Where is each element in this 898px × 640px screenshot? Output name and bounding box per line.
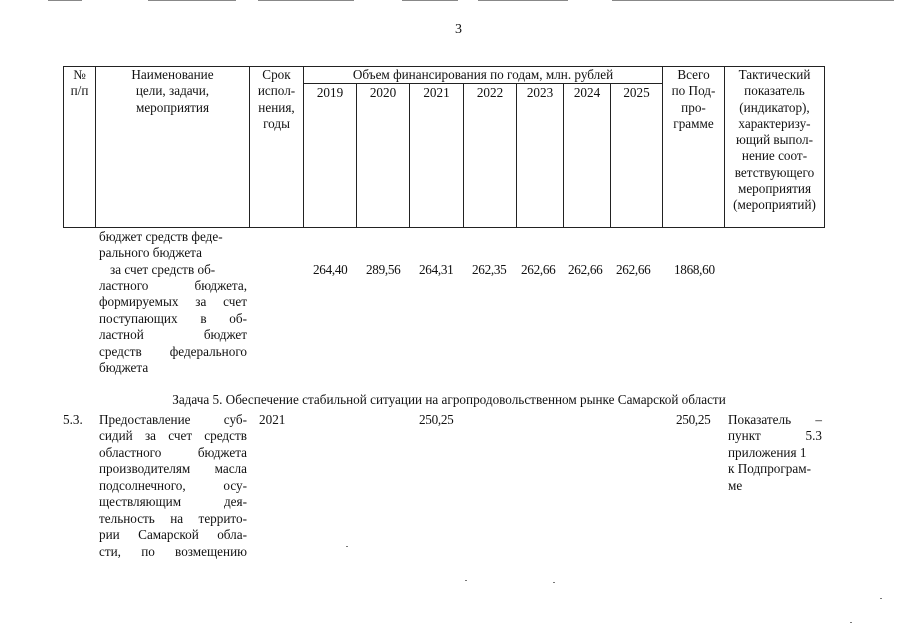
- row-number: 5.3.: [63, 412, 83, 427]
- row-desc-line: тельность на террито-: [99, 511, 247, 526]
- col-border: [463, 83, 464, 228]
- regional-desc-line: бюджета: [99, 360, 149, 375]
- col-border: [516, 83, 517, 228]
- regional-desc-line: ластной бюджет: [99, 327, 247, 342]
- scan-edge-line: [402, 0, 458, 1]
- row-term: 2021: [259, 412, 286, 427]
- row-desc-line: областного бюджета: [99, 445, 247, 460]
- header-total: Всего по Под- про- грамме: [671, 67, 716, 131]
- year-2020: 2020: [369, 85, 397, 100]
- regional-desc-line: за счет средств об-: [110, 262, 216, 277]
- continuation-text: бюджет средств феде- рального бюджета: [99, 229, 223, 261]
- col-border: [409, 83, 410, 228]
- row-value-total: 250,25: [676, 412, 711, 427]
- col-border: [356, 83, 357, 228]
- row-desc-line: производителям масла: [99, 461, 247, 476]
- scan-edge-line: [148, 0, 236, 1]
- value-2022: 262,35: [472, 262, 507, 277]
- row-value-2021: 250,25: [419, 412, 454, 427]
- scan-speck: [465, 580, 467, 581]
- year-2019: 2019: [316, 85, 344, 100]
- value-2025: 262,66: [616, 262, 651, 277]
- year-2022: 2022: [476, 85, 504, 100]
- year-2023: 2023: [526, 85, 554, 100]
- col-border: [563, 83, 564, 228]
- value-2021: 264,31: [419, 262, 454, 277]
- header-term: Срок испол- нения, годы: [257, 67, 296, 131]
- scan-speck: [346, 546, 348, 547]
- page-number: 3: [455, 22, 462, 37]
- col-border: [824, 66, 825, 228]
- scan-edge-line: [48, 0, 82, 1]
- value-2019: 264,40: [313, 262, 348, 277]
- task-5-heading: Задача 5. Обеспечение стабильной ситуации на агропродовольственном рынке Самарской области: [172, 392, 726, 407]
- year-2024: 2024: [573, 85, 601, 100]
- regional-desc-line: ластного бюджета,: [99, 278, 247, 293]
- row-desc-line: рии Самарской обла-: [99, 527, 247, 542]
- row-desc-line: подсолнечного, осу-: [99, 478, 247, 493]
- value-total: 1868,60: [674, 262, 715, 277]
- row-indicator-line: пункт 5.3: [728, 428, 822, 443]
- regional-desc-line: формируемых за счет: [99, 294, 247, 309]
- regional-desc-line: средств федерального: [99, 344, 247, 359]
- header-funding-title: Объем финансирования по годам, млн. рублей: [352, 67, 614, 82]
- row-indicator-line: ме: [728, 478, 743, 493]
- scan-edge-line: [258, 0, 354, 1]
- header-bottom-border: [63, 227, 825, 228]
- scan-edge-line: [612, 0, 894, 1]
- scan-speck: [850, 622, 852, 623]
- row-desc-line: сти, по возмещению: [99, 544, 247, 559]
- value-2020: 289,56: [366, 262, 401, 277]
- scan-edge-line: [478, 0, 568, 1]
- header-num: № п/п: [70, 67, 89, 99]
- row-desc-line: ществляющим дея-: [99, 494, 247, 509]
- row-indicator-line: приложения 1: [728, 445, 807, 460]
- scan-speck: [880, 598, 882, 599]
- year-2025: 2025: [623, 85, 650, 100]
- row-desc-line: сидий за счет средств: [99, 428, 247, 443]
- year-2021: 2021: [423, 85, 450, 100]
- row-indicator-line: к Подпрограм-: [728, 461, 811, 476]
- value-2023: 262,66: [521, 262, 556, 277]
- row-indicator-line: Показатель –: [728, 412, 822, 427]
- regional-desc-line: поступающих в об-: [99, 311, 247, 326]
- header-name: Наименование цели, задачи, мероприятия: [131, 67, 214, 115]
- header-indicator: Тактический показатель (индикатор), характеризу- ющий выпол- нение соот- ветствующего мероприятия (мероприятий): [733, 67, 816, 213]
- scan-speck: [553, 582, 555, 583]
- col-border: [610, 83, 611, 228]
- value-2024: 262,66: [568, 262, 603, 277]
- row-desc-line: Предоставление суб-: [99, 412, 247, 427]
